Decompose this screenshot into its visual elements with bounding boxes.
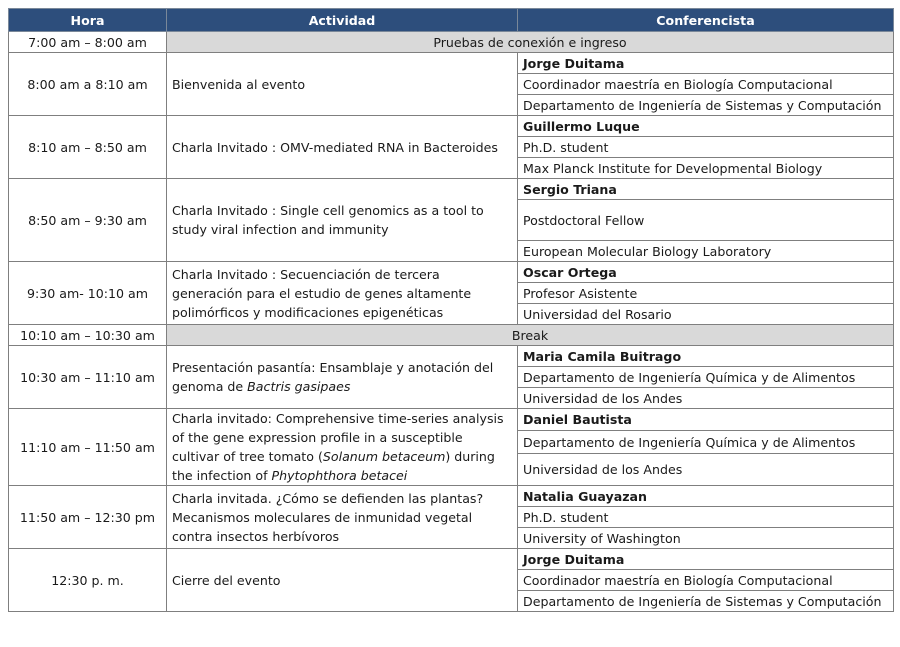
activity-cell: Cierre del evento xyxy=(167,549,518,612)
speaker-role: Postdoctoral Fellow xyxy=(518,200,894,241)
table-row xyxy=(9,179,894,200)
time-cell: 9:30 am- 10:10 am xyxy=(9,262,167,325)
time-cell: 8:00 am a 8:10 am xyxy=(9,53,167,116)
table-row xyxy=(9,262,894,283)
activity-text: Charla invitado: Comprehensive time-series analysis of the gene expression profile in a susceptible cultivar of tree tomato ( xyxy=(172,411,504,464)
time-cell: 10:10 am – 10:30 am xyxy=(9,325,167,346)
speaker-institution: European Molecular Biology Laboratory xyxy=(518,241,894,262)
speaker-role: Ph.D. student xyxy=(518,507,894,528)
time-cell: 10:30 am – 11:10 am xyxy=(9,346,167,409)
speaker-role: Ph.D. student xyxy=(518,137,894,158)
table-row xyxy=(9,53,894,74)
activity-cell: Charla invitada. ¿Cómo se defienden las plantas? Mecanismos moleculares de inmunidad vegetal contra insectos herbívoros xyxy=(167,486,518,549)
header-actividad: Actividad xyxy=(167,9,518,32)
activity-species: Bactris gasipaes xyxy=(247,379,351,394)
speaker-name: Maria Camila Buitrago xyxy=(518,346,894,367)
table-row xyxy=(9,486,894,507)
time-cell: 11:10 am – 11:50 am xyxy=(9,409,167,486)
speaker-name: Jorge Duitama xyxy=(518,549,894,570)
time-cell: 8:50 am – 9:30 am xyxy=(9,179,167,262)
table-row xyxy=(9,325,894,346)
activity-species: Phytophthora betacei xyxy=(271,468,408,483)
table-row xyxy=(9,32,894,53)
speaker-institution: Universidad de los Andes xyxy=(518,388,894,409)
time-cell: 7:00 am – 8:00 am xyxy=(9,32,167,53)
speaker-role: Profesor Asistente xyxy=(518,283,894,304)
time-cell: 12:30 p. m. xyxy=(9,549,167,612)
activity-species: Solanum betaceum xyxy=(322,449,446,464)
speaker-institution: University of Washington xyxy=(518,528,894,549)
speaker-role: Coordinador maestría en Biología Computacional xyxy=(518,74,894,95)
time-cell: 8:10 am – 8:50 am xyxy=(9,116,167,179)
speaker-institution: Departamento de Ingeniería de Sistemas y Computación xyxy=(518,95,894,116)
speaker-institution: Max Planck Institute for Developmental Biology xyxy=(518,158,894,179)
speaker-name: Jorge Duitama xyxy=(518,53,894,74)
activity-cell: Charla Invitado : Single cell genomics as a tool to study viral infection and immunity xyxy=(167,179,518,262)
table-row xyxy=(9,116,894,137)
speaker-name: Natalia Guayazan xyxy=(518,486,894,507)
speaker-institution: Universidad de los Andes xyxy=(518,453,894,485)
speaker-role: Departamento de Ingeniería Química y de Alimentos xyxy=(518,367,894,388)
activity-cell: Break xyxy=(167,325,894,346)
speaker-name: Daniel Bautista xyxy=(518,409,894,431)
speaker-name: Sergio Triana xyxy=(518,179,894,200)
activity-cell: Charla Invitado : Secuenciación de tercera generación para el estudio de genes altamente polimórficos y modificaciones epigenéticas xyxy=(167,262,518,325)
speaker-role: Departamento de Ingeniería Química y de Alimentos xyxy=(518,431,894,453)
speaker-name: Oscar Ortega xyxy=(518,262,894,283)
table-row xyxy=(9,549,894,570)
activity-cell: Bienvenida al evento xyxy=(167,53,518,116)
header-row xyxy=(9,9,894,32)
speaker-name: Guillermo Luque xyxy=(518,116,894,137)
table-row xyxy=(9,409,894,431)
speaker-institution: Departamento de Ingeniería de Sistemas y Computación xyxy=(518,591,894,612)
activity-cell: Charla Invitado : OMV-mediated RNA in Bacteroides xyxy=(167,116,518,179)
agenda-table xyxy=(8,8,894,612)
time-cell: 11:50 am – 12:30 pm xyxy=(9,486,167,549)
header-conferencista: Conferencista xyxy=(518,9,894,32)
activity-cell xyxy=(167,346,518,409)
activity-text: ) during the infection of xyxy=(172,449,495,483)
speaker-role: Coordinador maestría en Biología Computacional xyxy=(518,570,894,591)
activity-cell: Pruebas de conexión e ingreso xyxy=(167,32,894,53)
activity-text: Presentación pasantía: Ensamblaje y anotación del genoma de xyxy=(172,360,494,394)
activity-cell xyxy=(167,409,518,486)
table-row xyxy=(9,346,894,367)
speaker-institution: Universidad del Rosario xyxy=(518,304,894,325)
header-hora: Hora xyxy=(9,9,167,32)
